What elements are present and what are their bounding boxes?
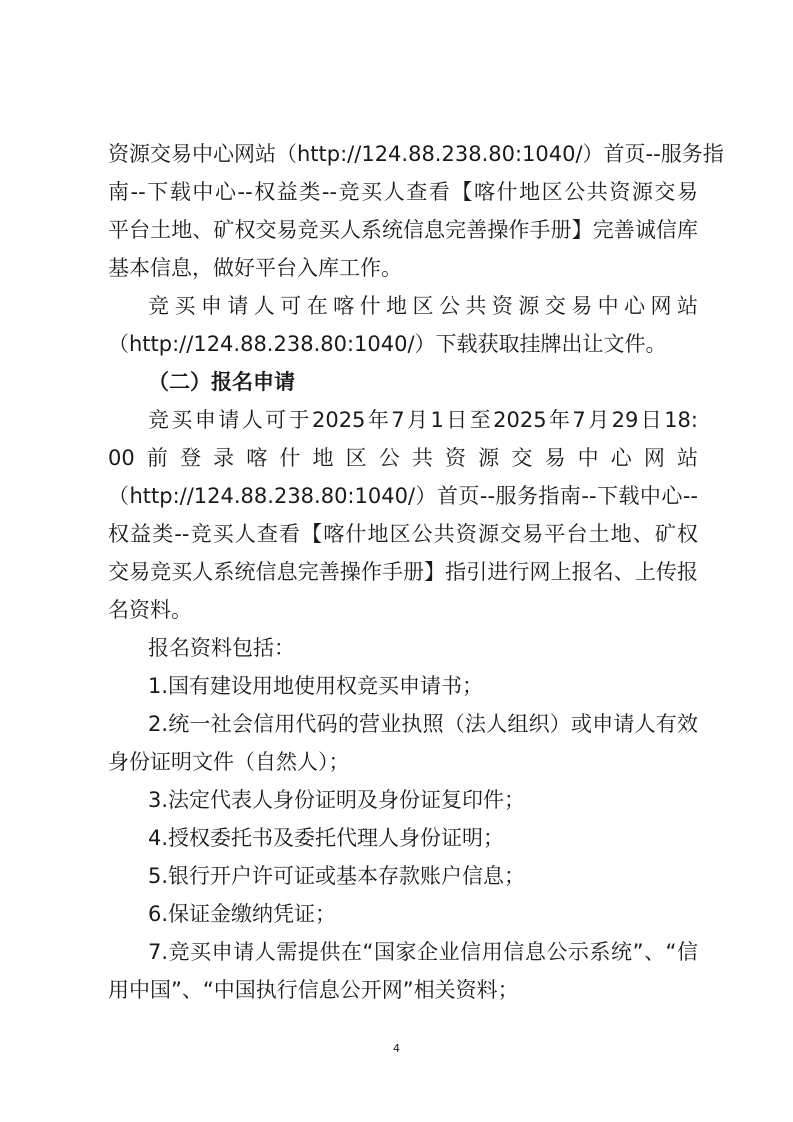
text-line: 报名资料包括： <box>148 636 295 660</box>
text-line: （http://124.88.238.80:1040/）首页--服务指南--下载中心-- <box>108 484 698 508</box>
text-line: 资源交易中心网站（http://124.88.238.80:1040/）首页--服务指 <box>108 142 724 166</box>
list-item: 1.国有建设用地使用权竞买申请书； <box>148 674 484 698</box>
list-item: 2.统一社会信用代码的营业执照（法人组织）或申请人有效 <box>148 712 698 736</box>
list-item: 5.银行开户许可证或基本存款账户信息； <box>148 864 526 888</box>
list-item-continuation: 用中国”、“中国执行信息公开网”相关资料； <box>108 978 519 1002</box>
list-item: 6.保证金缴纳凭证； <box>148 902 337 926</box>
section-heading: （二）报名申请 <box>148 370 295 394</box>
list-item: 3.法定代表人身份证明及身份证复印件； <box>148 788 526 812</box>
text-line: 竞买申请人可在喀什地区公共资源交易中心网站 <box>148 294 698 318</box>
list-item: 7.竞买申请人需提供在“国家企业信用信息公示系统”、“信 <box>148 940 698 964</box>
text-line: 权益类--竞买人查看【喀什地区公共资源交易平台土地、矿权 <box>108 522 698 546</box>
text-line: 名资料。 <box>108 598 192 622</box>
text-line: 竞买申请人可于2025年7月1日至2025年7月29日18: <box>148 408 698 432</box>
text-line: 平台土地、矿权交易竞买人系统信息完善操作手册】完善诚信库 <box>108 218 698 242</box>
text-line: 基本信息，做好平台入库工作。 <box>108 256 402 280</box>
text-line: 00前登录喀什地区公共资源交易中心网站 <box>108 446 698 470</box>
page-number: 4 <box>393 1042 400 1055</box>
text-line: 交易竞买人系统信息完善操作手册】指引进行网上报名、上传报 <box>108 560 698 584</box>
list-item: 4.授权委托书及委托代理人身份证明； <box>148 826 505 850</box>
text-line: （http://124.88.238.80:1040/）下载获取挂牌出让文件。 <box>108 332 667 356</box>
text-line: 南--下载中心--权益类--竞买人查看【喀什地区公共资源交易 <box>108 180 698 204</box>
list-item-continuation: 身份证明文件（自然人）； <box>108 750 350 774</box>
